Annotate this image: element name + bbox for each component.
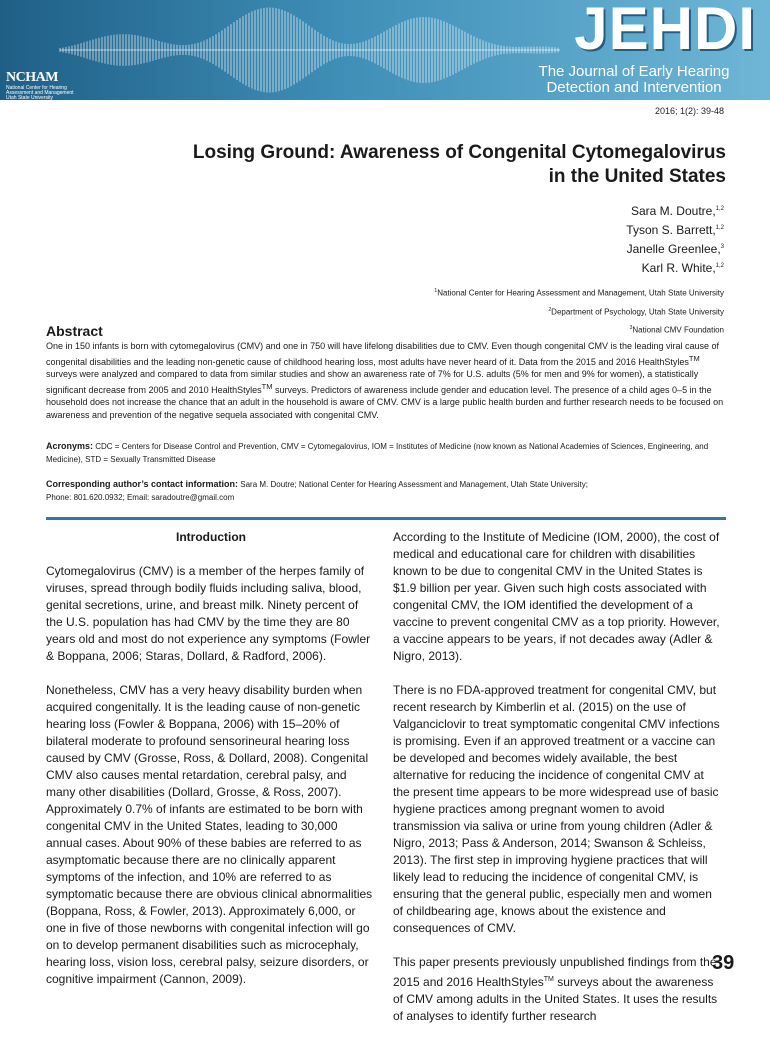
body-paragraph: Cytomegalovirus (CMV) is a member of the herpes family of viruses, spread through bodily fluids including saliva, blood, genital secretions, urine, and breast milk. Ninety percent of the U.S. population has had CMV by the time they are 80 years old and most do not experience any symptoms (Fowler & Boppana, 2006; Staras, Dollard, & Radford, 2006).: [46, 564, 371, 663]
author-affiliation-marker: 1,2: [715, 263, 724, 269]
section-divider: [46, 517, 726, 520]
author-name: Sara M. Doutre,: [630, 204, 716, 218]
ncham-logo-word: NCHAM: [6, 70, 58, 85]
page-number: 39: [712, 952, 735, 974]
author: [626, 201, 724, 220]
author: [626, 239, 724, 258]
journal-name-line1: The Journal of Early Hearing: [538, 63, 730, 80]
acronyms-note: [46, 440, 726, 466]
author: [626, 258, 724, 277]
author: [626, 220, 724, 239]
ncham-logo: [6, 70, 76, 100]
affiliation-marker: 1: [434, 288, 438, 294]
journal-abbreviation: JEHDI: [574, 0, 756, 62]
affiliation-text: Department of Psychology, Utah State University: [551, 307, 724, 317]
journal-name-line2: Detection and Intervention: [546, 79, 722, 96]
affiliation-text: National CMV Foundation: [632, 325, 724, 335]
author-list: [626, 201, 724, 277]
article-title: [140, 141, 726, 189]
body-paragraph: According to the Institute of Medicine (IOM, 2000), the cost of medical and educational care for children with disabilities known to be due to congenital CMV in the United States is $1.9 billion per year. Given such high costs associated with congenital CMV, the IOM identified the development of a vaccine to prevent congenital CMV as a top priority. However, a vaccine appears to be years, if not decades away (Adler & Nigro, 2013).: [393, 530, 720, 663]
author-affiliation-marker: 1,2: [715, 225, 724, 231]
abstract-text-part: One in 150 infants is born with cytomegalovirus (CMV) and one in 750 will have lifelong disabilities due to CMV. Even though congenital CMV is the leading viral cause of congenital disabilities and the leading non-genetic cause of childhood hearing loss, most adults have never heard of it. Data from the 2015 and 2016 HealthStyles: [46, 341, 720, 367]
author-name: Janelle Greenlee,: [626, 242, 721, 256]
acronyms-label: Acronyms:: [46, 441, 94, 451]
body-paragraph: [393, 954, 723, 1025]
acronyms-text: CDC = Centers for Disease Control and Prevention, CMV = Cytomegalovirus, IOM = Institutes of Medicine (now known as National Academies of Sciences, Engineering, and Medicine), STD = Sexually Transmitted Disease: [46, 442, 709, 464]
journal-name: [514, 64, 754, 96]
body-paragraph: There is no FDA-approved treatment for congenital CMV, but recent research by Kimberlin et al. (2015) on the use of Valganciclovir to treat symptomatic congenital CMV infections is promising. Even if an approved treatment or a vaccine can be developed and becomes widely available, the best alternative for reducing the incidence of congenital CMV at the present time appears to be more widespread use of basic hygiene practices among pregnant women to avoid transmission via saliva or urine from young children (Adler & Nigro, 2013; Pass & Anderson, 2014; Swanson & Schleiss, 2013). The first step in improving hygiene practices that will likely lead to reducing the incidence of congenital CMV, is ensuring that the general public, especially men and women of childbearing age, knows about the existence and consequences of CMV.: [393, 683, 720, 935]
body-paragraph: Nonetheless, CMV has a very heavy disability burden when acquired congenitally. It is the leading cause of non-genetic hearing loss (Fowler & Boppana, 2006) with 15–20% of bilateral moderate to profound sensorineural hearing loss caused by CMV (Grosse, Ross, & Dollard, 2008). Congenital CMV also causes mental retardation, cerebral palsy, and many other disabilities (Dollard, Grosse, & Ross, 2007). Approximately 0.7% of infants are estimated to be born with congenital CMV in the United States, leading to 30,000 annual cases. About 90% of these babies are referred to as asymptomatic because there are no clinically apparent symptoms of the infection, and 10% are referred to as symptomatic because there are obvious clinical abnormalities (Boppana, Ross, & Fowler, 2013). Approximately 6,000, or one in five of those newborns with congenital infection will go on to develop permanent disabilities such as microcephaly, hearing loss, vision loss, cerebral palsy, seizure disorders, or cognitive impairment (Cannon, 2009).: [46, 683, 373, 986]
citation: 2016; 1(2): 39-48: [654, 106, 724, 116]
contact-text: Sara M. Doutre; National Center for Hearing Assessment and Management, Utah State University;: [238, 480, 588, 489]
abstract-text-part: surveys were analyzed and compared to data from similar studies and show an awareness rate of 7% for U.S. adults (5% for men and 9% for women), a statistically significant decrease from 2005 and 2010 HealthStyles: [46, 369, 699, 395]
abstract-heading: Abstract: [46, 323, 103, 339]
affiliation-marker: 2: [548, 306, 552, 313]
trademark-mark: TM: [688, 353, 700, 363]
affiliation: [434, 283, 724, 302]
author-affiliation-marker: 1,2: [715, 206, 724, 212]
author-name: Karl R. White,: [641, 261, 716, 275]
trademark-mark: TM: [543, 976, 554, 983]
right-column: [393, 529, 723, 1042]
author-name: Tyson S. Barrett,: [626, 223, 716, 237]
affiliation-list: [434, 283, 724, 339]
affiliation-text: National Center for Hearing Assessment and Management, Utah State University: [437, 288, 724, 298]
abstract-text-part: surveys. Predictors of awareness include gender and education level. The presence of a child ages 0–5 in the household does not increase the chance that an adult in the household is aware of CMV. CMV is a large public health burden and further research needs to be focused on awareness and prevention of the negative sequela associated with congenital CMV.: [46, 384, 724, 420]
affiliation: [434, 302, 724, 321]
journal-banner: [0, 0, 770, 100]
contact-label: Corresponding author’s contact information:: [46, 479, 239, 489]
body-text-part: surveys about the awareness of CMV among adults in the United States. It uses the results of analyses to identify further research: [393, 975, 718, 1023]
affiliation-marker: 3: [629, 325, 633, 332]
abstract-text: [46, 340, 726, 422]
body-text-part: This paper presents previously unpublished findings from the 2015 and 2016 HealthStyles: [393, 955, 717, 989]
affiliation: [434, 320, 724, 339]
left-column: [46, 529, 376, 1005]
author-affiliation-marker: 3: [720, 244, 724, 250]
contact-phone-email: Phone: 801.620.0932; Email: saradoutre@gmail.com: [46, 493, 235, 502]
article-title-line1: Losing Ground: Awareness of Congenital Cytomegalovirus: [192, 142, 726, 163]
trademark-mark: TM: [261, 381, 273, 391]
article-title-line2: in the United States: [548, 166, 726, 187]
introduction-heading: Introduction: [176, 530, 246, 544]
ncham-logo-subtitle: National Center for Hearing Assessment and Management Utah State University: [6, 85, 74, 100]
contact-note: [46, 478, 726, 504]
